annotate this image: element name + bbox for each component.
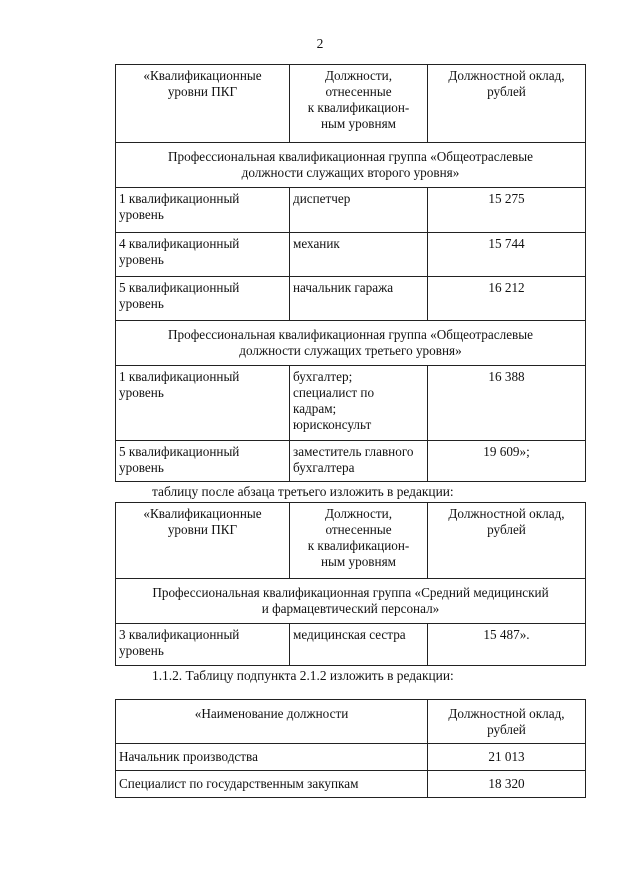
group-title-row (116, 579, 586, 624)
group-title: Профессиональная квалификационная группа «Общеотраслевые должности служащих второго уровня» (116, 143, 586, 188)
paragraph-subclause: 1.1.2. Таблицу подпункта 2.1.2 изложить в редакции: (152, 668, 454, 683)
position-cell: медицинская сестра (290, 624, 428, 666)
table-row (116, 188, 586, 233)
level-cell: 5 квалификационный уровень (116, 441, 290, 482)
paragraph-table-intro: таблицу после абзаца третьего изложить в редакции: (152, 484, 454, 499)
table-header-row (116, 65, 586, 143)
group-title-row (116, 321, 586, 366)
position-cell: механик (290, 233, 428, 277)
level-cell: 4 квалификационный уровень (116, 233, 290, 277)
table-row (116, 624, 586, 666)
position-cell: начальник гаража (290, 277, 428, 321)
level-cell: 1 квалификационный уровень (116, 366, 290, 441)
level-cell: 1 квалификационный уровень (116, 188, 290, 233)
table-header-row (116, 700, 586, 744)
position-cell: бухгалтер; специалист по кадрам; юрисконсульт (290, 366, 428, 441)
table-header-row (116, 503, 586, 579)
position-cell: диспетчер (290, 188, 428, 233)
salary-cell: 15 487». (428, 624, 586, 666)
salary-cell: 15 744 (428, 233, 586, 277)
group-title: Профессиональная квалификационная группа «Общеотраслевые должности служащих третьего уровня» (116, 321, 586, 366)
position-cell: заместитель главного бухгалтера (290, 441, 428, 482)
table-row (116, 771, 586, 798)
header-position-name: «Наименование должности (116, 700, 428, 744)
salary-cell: 19 609»; (428, 441, 586, 482)
salary-table-3 (115, 699, 586, 798)
header-salary: Должностной оклад, рублей (428, 65, 586, 143)
salary-cell: 21 013 (428, 744, 586, 771)
table-row (116, 744, 586, 771)
header-levels: «Квалификационные уровни ПКГ (116, 65, 290, 143)
salary-cell: 16 212 (428, 277, 586, 321)
header-positions: Должности, отнесенные к квалификацион- ным уровням (290, 65, 428, 143)
salary-table-2 (115, 502, 586, 666)
position-name-cell: Начальник производства (116, 744, 428, 771)
header-salary: Должностной оклад, рублей (428, 700, 586, 744)
table-row (116, 366, 586, 441)
header-levels: «Квалификационные уровни ПКГ (116, 503, 290, 579)
salary-table-1 (115, 64, 586, 482)
table-row (116, 233, 586, 277)
header-salary: Должностной оклад, рублей (428, 503, 586, 579)
table-row (116, 277, 586, 321)
group-title-row (116, 143, 586, 188)
level-cell: 5 квалификационный уровень (116, 277, 290, 321)
group-title: Профессиональная квалификационная группа «Средний медицинский и фармацевтический персонал» (116, 579, 586, 624)
salary-cell: 15 275 (428, 188, 586, 233)
table-row (116, 441, 586, 482)
level-cell: 3 квалификационный уровень (116, 624, 290, 666)
salary-cell: 16 388 (428, 366, 586, 441)
position-name-cell: Специалист по государственным закупкам (116, 771, 428, 798)
header-positions: Должности, отнесенные к квалификацион- ным уровням (290, 503, 428, 579)
page-number: 2 (316, 36, 324, 51)
salary-cell: 18 320 (428, 771, 586, 798)
